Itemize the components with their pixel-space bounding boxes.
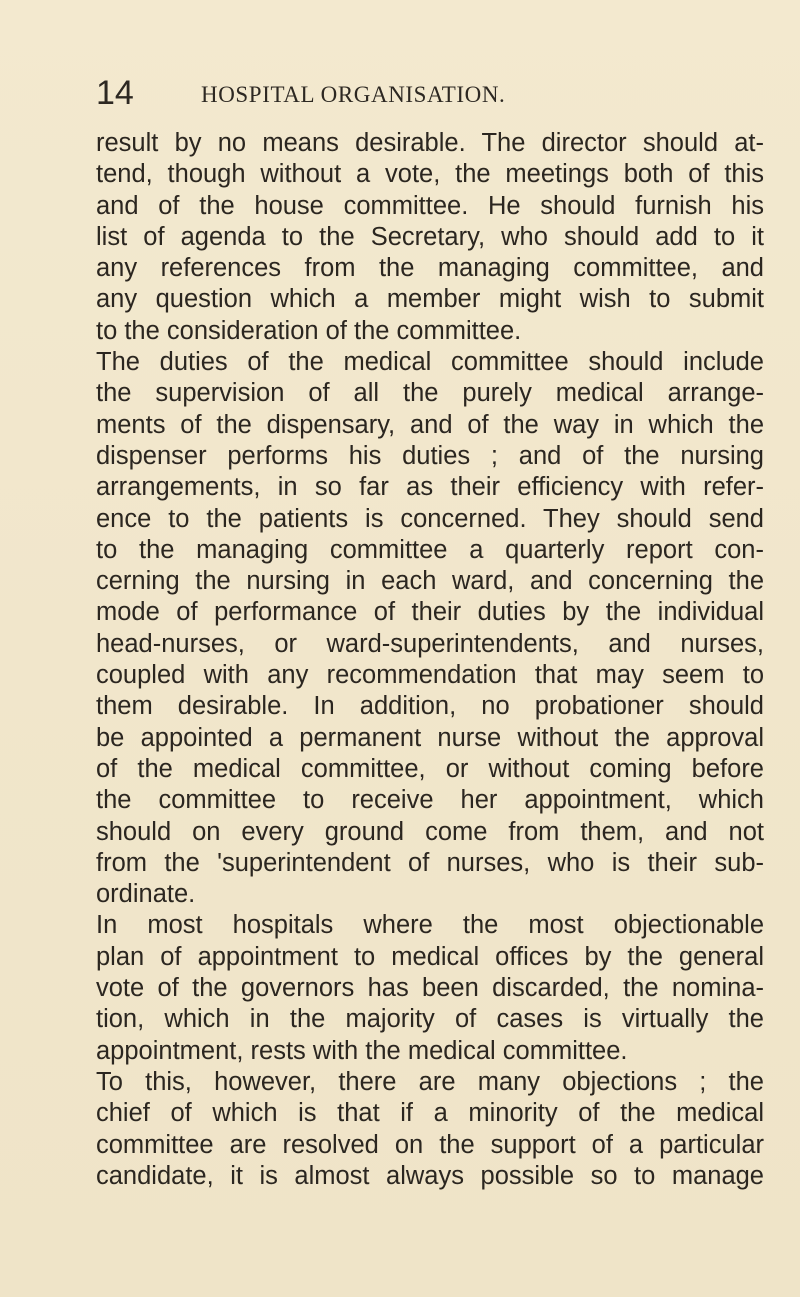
running-head [0, 76, 800, 116]
text-line: appointment, rests with the medical committee. [96, 1036, 628, 1065]
text-line: tend, though without a vote, the meetings both of this [96, 160, 764, 189]
text-line: tion, which in the majority of cases is virtually the [96, 1005, 764, 1034]
text-line: dispenser performs his duties ; and of the nursing [96, 441, 764, 470]
text-line: mode of performance of their duties by the individual [96, 598, 764, 627]
running-title: HOSPITAL ORGANISATION. [201, 82, 506, 107]
text-line: The duties of the medical committee should include [96, 348, 764, 377]
page-number: 14 [96, 74, 134, 112]
text-line: the supervision of all the purely medical arrange- [96, 379, 764, 408]
text-line: should on every ground come from them, and not [96, 817, 764, 846]
text-line: In most hospitals where the most objectionable [96, 911, 764, 940]
text-line: cerning the nursing in each ward, and concerning the [96, 567, 764, 596]
text-line: from the 'superintendent of nurses, who is their sub- [96, 848, 764, 877]
text-line: plan of appointment to medical offices by the general [96, 942, 764, 971]
text-line: of the medical committee, or without coming before [96, 754, 764, 783]
text-line: candidate, it is almost always possible so to manage [96, 1161, 764, 1190]
text-line: ence to the patients is concerned. They should send [96, 504, 764, 533]
text-line: vote of the governors has been discarded, the nomina- [96, 974, 764, 1003]
text-line: arrangements, in so far as their efficiency with refer- [96, 473, 764, 502]
text-line: any references from the managing committee, and [96, 254, 764, 283]
text-line: ordinate. [96, 880, 196, 909]
text-line: any question which a member might wish to submit [96, 285, 764, 314]
text-line: To this, however, there are many objections ; the [96, 1067, 764, 1096]
text-line: chief of which is that if a minority of the medical [96, 1099, 764, 1128]
text-line: ments of the dispensary, and of the way in which the [96, 410, 764, 439]
text-line: result by no means desirable. The director should at- [96, 129, 764, 157]
text-line: the committee to receive her appointment, which [96, 786, 764, 815]
text-line: committee are resolved on the support of a particular [96, 1130, 764, 1159]
text-line: be appointed a permanent nurse without the approval [96, 723, 764, 752]
text-line: to the managing committee a quarterly report con- [96, 535, 764, 564]
text-line: list of agenda to the Secretary, who should add to it [96, 222, 764, 251]
text-line: and of the house committee. He should furnish his [96, 191, 764, 220]
text-line: to the consideration of the committee. [96, 316, 522, 345]
body-text [96, 128, 764, 1192]
text-line: coupled with any recommendation that may seem to [96, 661, 764, 690]
text-line: head-nurses, or ward-superintendents, and nurses, [96, 629, 764, 658]
text-line: them desirable. In addition, no probationer should [96, 692, 764, 721]
